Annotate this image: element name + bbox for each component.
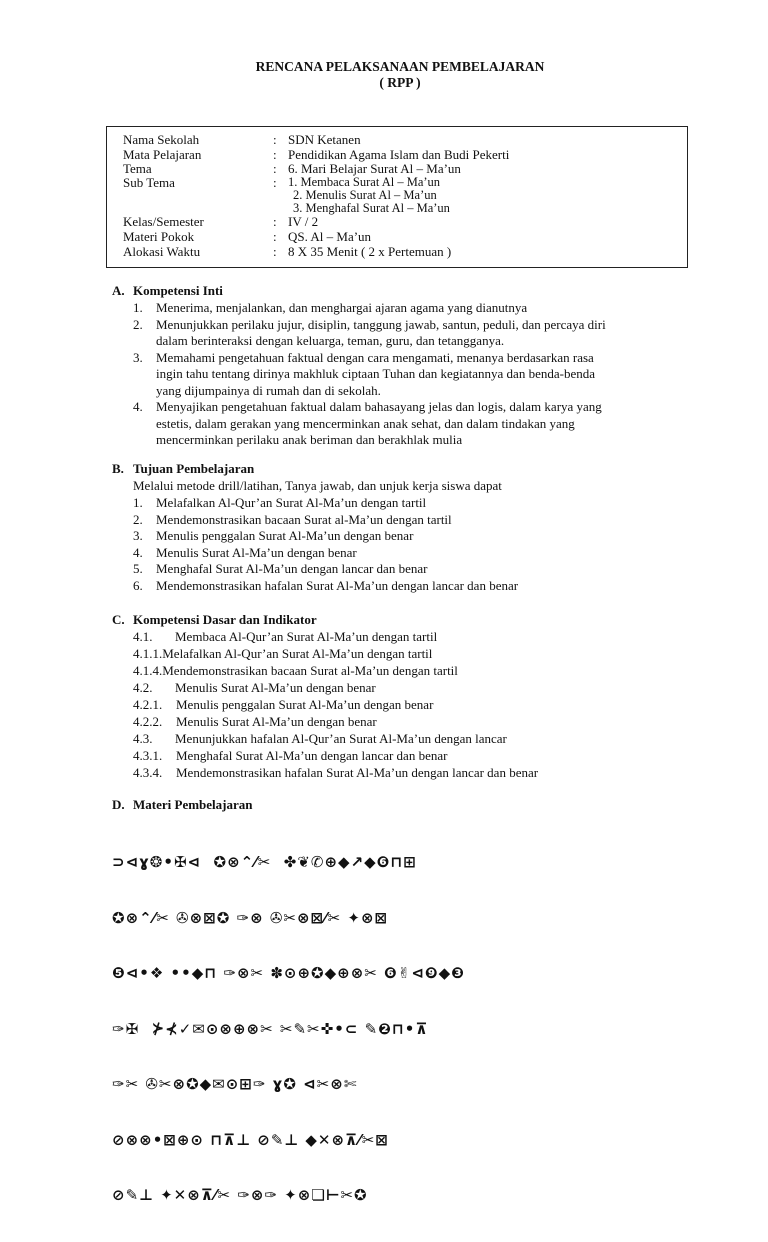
document-title-block	[0, 59, 768, 91]
item-line: Memahami pengetahuan faktual dengan cara mengamati, menanya berdasarkan rasa	[156, 349, 594, 365]
section-heading	[112, 612, 712, 629]
identity-row-alokasi-waktu	[123, 244, 683, 259]
section-title: Materi Pembelajaran	[133, 797, 253, 812]
list-item	[112, 399, 712, 449]
indicator-item	[112, 646, 712, 663]
indicator-number: 4.3.1.	[133, 748, 163, 763]
glyph-line: ✑✠ ⊁⊀✓✉⊙⊗⊕⊗✂ ✂✎✂✜•⊂ ✎❷⊓•⊼	[112, 1019, 429, 1038]
item-number: 1.	[133, 495, 143, 510]
list-item	[112, 317, 712, 350]
indicator-item	[112, 697, 712, 714]
indicator-number: 4.2.1.	[133, 697, 163, 712]
indicator-text: Membaca Al-Qur’an Surat Al-Ma’un dengan tartil	[175, 629, 438, 644]
section-intro: Melalui metode drill/latihan, Tanya jawab, dan unjuk kerja siswa dapat	[133, 478, 502, 493]
identity-row-materi-pokok	[123, 229, 683, 244]
section-title: Kompetensi Inti	[133, 283, 223, 298]
identity-row-mata-pelajaran	[123, 147, 683, 162]
identity-label: Alokasi Waktu	[123, 244, 201, 259]
indicator-item	[112, 680, 712, 697]
item-line: estetis, dalam gerakan yang mencerminkan anak sehat, dan dalam tindakan yang	[156, 415, 575, 431]
section-kompetensi-dasar	[112, 612, 712, 782]
section-title: Tujuan Pembelajaran	[133, 461, 255, 476]
item-number: 4.	[133, 544, 143, 560]
section-tujuan-pembelajaran	[112, 461, 712, 594]
indicator-text: Mendemonstrasikan hafalan Surat Al-Ma’un dengan lancar dan benar	[176, 765, 539, 780]
glyph-line: ⊘✎⊥ ✦✕⊗⊼⁄✂ ✑⊗✑ ✦⊗❏⊢✂✪	[112, 1186, 368, 1204]
identity-colon: :	[273, 132, 277, 147]
item-line: mencerminkan perilaku anak beriman dan berakhlak mulia	[156, 432, 463, 447]
list-item	[112, 512, 712, 529]
item-line: Menyajikan pengetahuan faktual dalam bahasayang jelas dan logis, dalam karya yang	[156, 399, 602, 414]
indicator-item	[112, 748, 712, 765]
identity-row-sub-tema	[123, 175, 683, 219]
section-heading	[112, 461, 712, 478]
identity-value: SDN Ketanen	[288, 132, 361, 147]
identity-box	[106, 126, 688, 268]
item-number: 3.	[133, 528, 143, 543]
glyph-line: ⊘⊗⊗•⊠⊕⊙ ⊓⊼⊥ ⊘✎⊥ ◆✕⊗⊼⁄✂⊠	[112, 1130, 389, 1149]
indicator-text: Menghafal Surat Al-Ma’un dengan lancar dan benar	[176, 748, 448, 763]
indicator-number: 4.1.1.	[133, 646, 163, 661]
section-letter: C.	[112, 612, 125, 627]
indicator-number: 4.2.	[133, 680, 153, 695]
section-heading	[112, 797, 712, 814]
indicator-item	[112, 714, 712, 731]
indicator-text: Menulis penggalan Surat Al-Ma’un dengan benar	[176, 697, 434, 712]
identity-colon: :	[273, 147, 277, 162]
item-text: Menghafal Surat Al-Ma’un dengan lancar dan benar	[156, 561, 428, 576]
section-letter: B.	[112, 461, 124, 476]
identity-colon: :	[273, 214, 277, 229]
list-item	[112, 300, 712, 317]
list-item	[112, 495, 712, 512]
identity-label: Mata Pelajaran	[123, 147, 202, 162]
identity-colon: :	[273, 244, 277, 259]
identity-colon: :	[273, 229, 277, 244]
item-text: Mendemonstrasikan hafalan Surat Al-Ma’un dengan lancar dan benar	[156, 577, 519, 593]
section-letter: D.	[112, 797, 125, 812]
identity-label: Kelas/Semester	[123, 214, 204, 229]
sub-tema-list	[288, 175, 588, 219]
indicator-number: 4.1.	[133, 629, 153, 644]
item-line: ingin tahu tentang dirinya makhluk ciptaan Tuhan dan kegiatannya dan benda-benda	[156, 366, 595, 381]
identity-value: 6. Mari Belajar Surat Al – Ma’un	[288, 161, 461, 176]
indicator-number: 4.1.4.	[133, 663, 163, 678]
identity-label: Sub Tema	[123, 175, 175, 190]
identity-value: 8 X 35 Menit ( 2 x Pertemuan )	[288, 244, 452, 259]
document-subtitle: ( RPP )	[379, 75, 421, 90]
sub-tema-item: 1. Membaca Surat Al – Ma’un	[288, 175, 441, 189]
indicator-item	[112, 731, 712, 748]
identity-value: Pendidikan Agama Islam dan Budi Pekerti	[288, 147, 510, 162]
section-materi-pembelajaran	[112, 797, 712, 814]
indicator-item	[112, 765, 712, 782]
list-item	[112, 561, 712, 578]
indicator-number: 4.2.2.	[133, 714, 163, 729]
identity-row-tema	[123, 161, 683, 176]
item-text: Menulis penggalan Surat Al-Ma’un dengan benar	[156, 528, 414, 543]
identity-label: Nama Sekolah	[123, 132, 200, 147]
document-title: RENCANA PELAKSANAAN PEMBELAJARAN	[255, 59, 545, 74]
indicator-item	[112, 663, 712, 680]
list-item	[112, 350, 712, 400]
identity-colon: :	[273, 175, 277, 190]
glyph-line: ❺⊲•❖ ••◆⊓ ✑⊗✂ ✽⊙⊕✪◆⊕⊗✂ ❻✌⊲❾◆❸	[112, 964, 465, 982]
indicator-text: Menulis Surat Al-Ma’un dengan benar	[175, 680, 376, 695]
item-number: 4.	[133, 399, 143, 414]
section-title: Kompetensi Dasar dan Indikator	[133, 612, 317, 627]
sub-tema-item: 3. Menghafal Surat Al – Ma’un	[293, 201, 450, 215]
item-number: 5.	[133, 561, 143, 576]
item-text: Melafalkan Al-Qur’an Surat Al-Ma’un dengan tartil	[156, 495, 427, 510]
item-line: dalam berinteraksi dengan keluarga, teman, guru, dan tetangganya.	[156, 333, 505, 348]
list-item	[112, 528, 712, 545]
identity-value: IV / 2	[288, 214, 319, 229]
item-line: Menerima, menjalankan, dan menghargai ajaran agama yang dianutnya	[156, 300, 528, 315]
sub-tema-item: 2. Menulis Surat Al – Ma’un	[293, 188, 437, 202]
identity-label: Materi Pokok	[123, 229, 195, 244]
item-line: yang dijumpainya di rumah dan di sekolah.	[156, 382, 381, 398]
item-text: Mendemonstrasikan bacaan Surat al-Ma’un dengan tartil	[156, 511, 452, 527]
identity-colon: :	[273, 161, 277, 176]
list-item	[112, 545, 712, 562]
indicator-number: 4.3.4.	[133, 765, 163, 780]
glyph-line: ✪⊗⌃⁄✂ ✇⊗⊠✪ ✑⊗ ✇✂⊗⊠⁄✂ ✦⊗⊠	[112, 908, 389, 927]
identity-value: QS. Al – Ma’un	[288, 229, 372, 244]
section-heading	[112, 283, 712, 300]
section-letter: A.	[112, 283, 125, 298]
indicator-text: Mendemonstrasikan bacaan Surat al-Ma’un dengan tartil	[162, 663, 458, 678]
section-kompetensi-inti	[112, 283, 712, 449]
indicator-number: 4.3.	[133, 731, 153, 746]
item-line: Menunjukkan perilaku jujur, disiplin, tanggung jawab, santun, peduli, dan percaya diri	[156, 316, 606, 332]
item-number: 2.	[133, 316, 143, 332]
arabic-font-glyph-block	[112, 816, 692, 1242]
item-number: 2.	[133, 511, 143, 527]
indicator-text: Menulis Surat Al-Ma’un dengan benar	[176, 714, 377, 729]
item-number: 3.	[133, 349, 143, 365]
item-number: 6.	[133, 577, 143, 593]
identity-label: Tema	[123, 161, 152, 176]
identity-row-nama-sekolah	[123, 132, 683, 147]
glyph-line: ✑✂ ✇✂⊗✪◆✉⊙⊞✑ ɣ✪ ⊲✂⊗✄	[112, 1075, 358, 1093]
indicator-item	[112, 629, 712, 646]
item-text: Menulis Surat Al-Ma’un dengan benar	[156, 544, 357, 560]
indicator-text: Menunjukkan hafalan Al-Qur’an Surat Al-Ma’un dengan lancar	[175, 731, 507, 746]
indicator-text: Melafalkan Al-Qur’an Surat Al-Ma’un dengan tartil	[162, 646, 433, 661]
identity-row-kelas	[123, 214, 683, 229]
list-item	[112, 578, 712, 595]
item-number: 1.	[133, 300, 143, 315]
glyph-line: ⊃⊲ɣ❂•✠⊲ ✪⊗⌃⁄✂ ✤❦✆⊕◆↗◆❻⊓⊞	[112, 853, 417, 871]
